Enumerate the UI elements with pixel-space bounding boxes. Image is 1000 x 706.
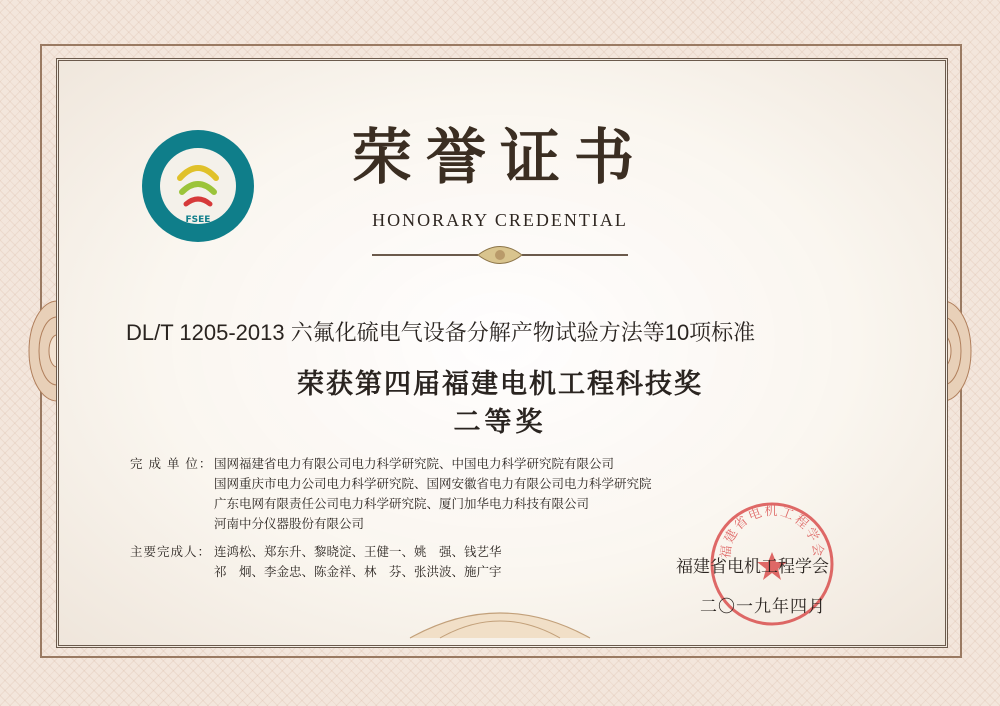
units-label: 完 成 单 位： xyxy=(130,456,213,471)
people-label: 主要完成人： xyxy=(130,544,212,559)
unit-line: 广东电网有限责任公司电力科学研究院、厦门加华电力科技有限公司 xyxy=(214,496,590,511)
people-row xyxy=(130,542,730,562)
issuer-name: 福建省电机工程学会 xyxy=(676,557,829,577)
svg-text:福建省电机工程学会 xyxy=(718,503,825,559)
units-row xyxy=(130,454,730,474)
award-grade: 二等奖 xyxy=(453,407,547,438)
people-row xyxy=(130,562,730,582)
standard-title: DL/T 1205-2013 六氟化硫电气设备分解产物试验方法等10项标准 xyxy=(126,320,756,345)
people-line: 连鸿松、郑东升、黎晓淀、王健一、姚 强、钱艺华 xyxy=(214,544,502,559)
unit-line: 国网重庆市电力公司电力科学研究院、国网安徽省电力有限公司电力科学研究院 xyxy=(214,476,652,491)
fsee-logo-icon xyxy=(140,128,256,244)
units-row xyxy=(130,514,730,534)
certificate-title: 荣誉证书 xyxy=(352,123,648,193)
unit-line: 河南中分仪器股份有限公司 xyxy=(214,516,365,531)
award-name: 荣获第四届福建电机工程科技奖 xyxy=(297,369,703,400)
people-line: 祁 炯、李金忠、陈金祥、林 芬、张洪波、施广宇 xyxy=(214,564,502,579)
credits-block xyxy=(130,454,730,582)
bottom-ornament xyxy=(400,598,600,646)
units-row xyxy=(130,494,730,514)
unit-line: 国网福建省电力有限公司电力科学研究院、中国电力科学研究院有限公司 xyxy=(214,456,615,471)
certificate-subtitle: HONORARY CREDENTIAL xyxy=(372,210,628,230)
units-row xyxy=(130,474,730,494)
logo-abbr: FSEE xyxy=(185,215,211,225)
issue-date: 二〇一九年四月 xyxy=(700,597,826,617)
title-divider-ornament xyxy=(368,240,632,270)
seal-text: 福建省电机工程学会 xyxy=(718,504,826,560)
